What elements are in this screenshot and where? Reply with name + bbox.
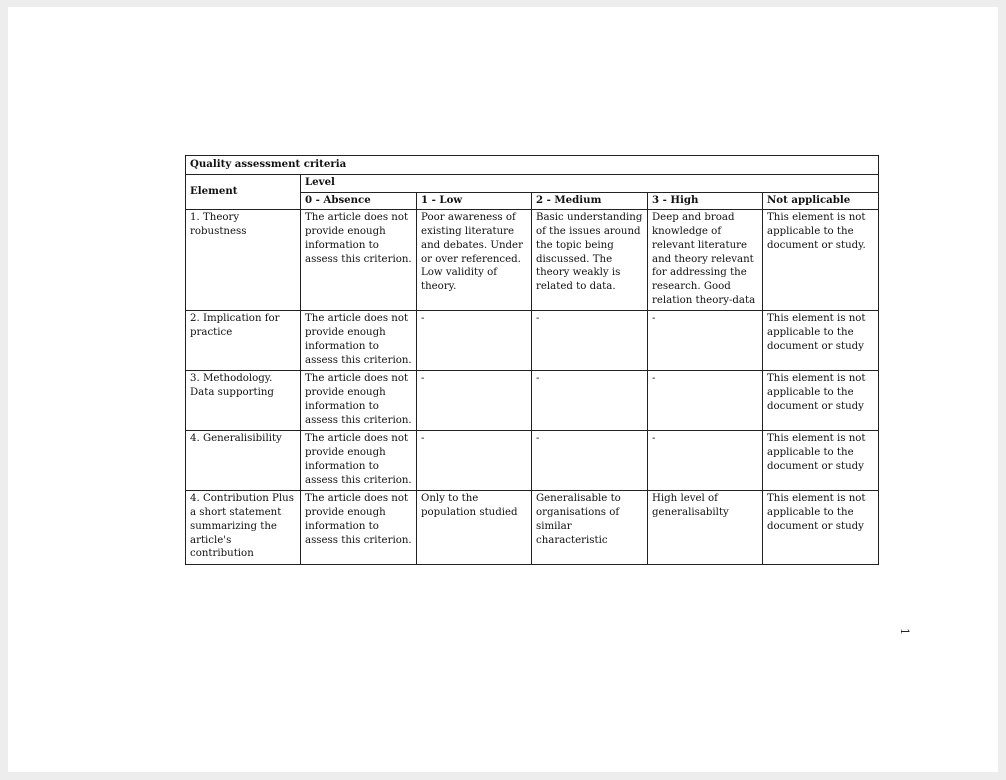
- row-element-label: 4. Generalisibility: [186, 431, 301, 491]
- level-header-not-applicable: Not applicable: [763, 192, 879, 210]
- level-header-low: 1 - Low: [417, 192, 532, 210]
- table-cell: -: [417, 431, 532, 491]
- table-title-row: [186, 156, 879, 175]
- table-cell: The article does not provide enough information to assess this criterion.: [301, 491, 417, 565]
- table-cell: Only to the population studied: [417, 491, 532, 565]
- table-cell: Generalisable to organisations of similar characteristic: [532, 491, 648, 565]
- table-cell: The article does not provide enough information to assess this criterion.: [301, 210, 417, 311]
- element-column-header: Element: [186, 175, 301, 210]
- table-cell: -: [417, 371, 532, 431]
- table-cell: This element is not applicable to the document or study: [763, 491, 879, 565]
- table-cell: The article does not provide enough information to assess this criterion.: [301, 371, 417, 431]
- table-cell: -: [417, 311, 532, 371]
- row-element-label: 1. Theory robustness: [186, 210, 301, 311]
- table-cell: -: [532, 371, 648, 431]
- level-header-high: 3 - High: [648, 192, 763, 210]
- table-cell: Basic understanding of the issues around the topic being discussed. The theory weakly is related to data.: [532, 210, 648, 311]
- table-cell: This element is not applicable to the document or study.: [763, 210, 879, 311]
- table-cell: -: [532, 311, 648, 371]
- table-cell: Poor awareness of existing literature and debates. Under or over referenced. Low validity of theory.: [417, 210, 532, 311]
- table-row: [186, 311, 879, 371]
- row-element-label: 3. Methodology. Data supporting: [186, 371, 301, 431]
- table-cell: This element is not applicable to the document or study: [763, 311, 879, 371]
- table-cell: This element is not applicable to the document or study: [763, 431, 879, 491]
- page-number: 1: [898, 628, 911, 635]
- table-cell: The article does not provide enough information to assess this criterion.: [301, 311, 417, 371]
- level-header-absence: 0 - Absence: [301, 192, 417, 210]
- table-cell: -: [532, 431, 648, 491]
- header-row-level: [186, 175, 879, 193]
- table-cell: The article does not provide enough information to assess this criterion.: [301, 431, 417, 491]
- table-row: [186, 371, 879, 431]
- quality-criteria-table: [185, 155, 879, 565]
- table-cell: High level of generalisabilty: [648, 491, 763, 565]
- table-cell: -: [648, 371, 763, 431]
- table-row: [186, 210, 879, 311]
- table-cell: Deep and broad knowledge of relevant literature and theory relevant for addressing the research. Good relation theory-data: [648, 210, 763, 311]
- table-title: Quality assessment criteria: [186, 156, 879, 175]
- table-cell: -: [648, 311, 763, 371]
- level-group-header: Level: [301, 175, 879, 193]
- table-row: [186, 491, 879, 565]
- row-element-label: 2. Implication for practice: [186, 311, 301, 371]
- level-header-medium: 2 - Medium: [532, 192, 648, 210]
- table-cell: This element is not applicable to the document or study: [763, 371, 879, 431]
- document-page: [8, 7, 998, 772]
- row-element-label: 4. Contribution Plus a short statement summarizing the article's contribution: [186, 491, 301, 565]
- table-row: [186, 431, 879, 491]
- table-cell: -: [648, 431, 763, 491]
